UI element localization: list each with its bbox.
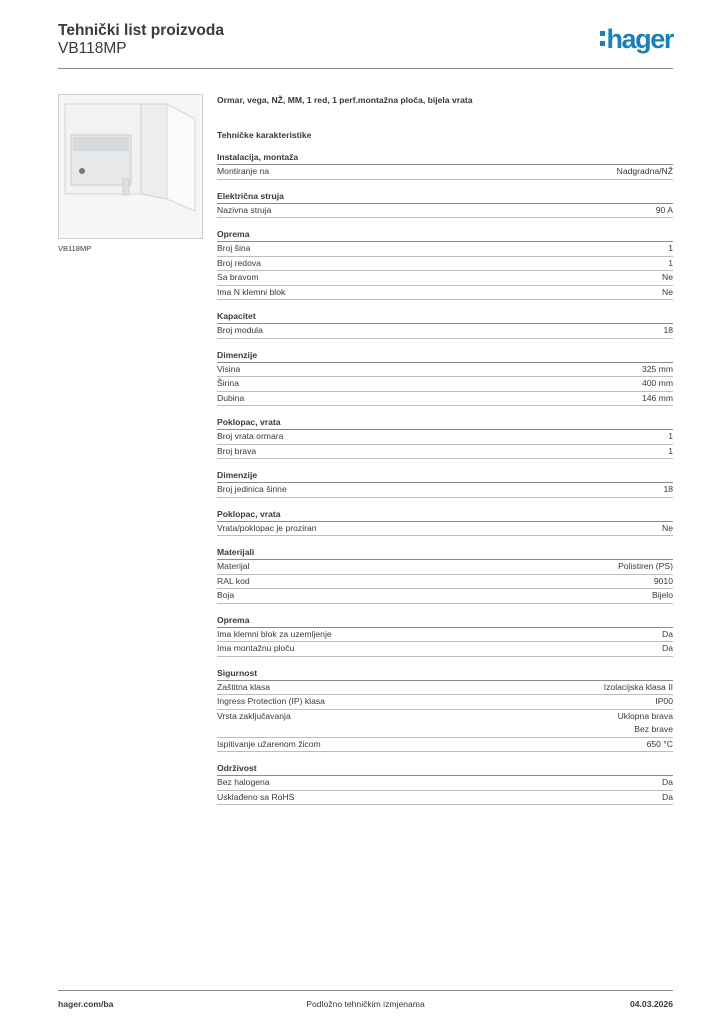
spec-value-line: Da [662,643,673,653]
spec-row [217,710,673,738]
spec-value-line: Nadgradna/NŽ [616,166,673,176]
spec-value [642,392,673,406]
spec-value-line: IP00 [655,696,673,706]
spec-value [656,204,673,218]
spec-label: Visina [217,363,241,374]
spec-label: Broj modula [217,325,263,335]
spec-value-line: 1 [668,243,673,253]
spec-value [662,628,673,642]
footer-website: hager.com/ba [58,999,114,1009]
product-image [58,94,203,239]
spec-group [217,151,673,180]
spec-value-line: Izolacijska klasa II [603,681,673,692]
spec-value-line: Ne [662,272,673,282]
spec-row [217,681,673,696]
spec-value-line: Da [662,777,673,787]
spec-label: Broj jedinica širine [217,484,287,494]
spec-row [217,324,673,339]
spec-group [217,310,673,339]
spec-label: Broj vrata ormara [217,431,284,441]
spec-label: Dubina [217,392,245,403]
spec-value [663,324,673,338]
spec-value [662,642,673,656]
product-description: Ormar, vega, NŽ, MM, 1 red, 1 perf.montažna ploča, bijela vrata [217,95,473,105]
document-header [58,20,673,69]
spec-row [217,392,673,407]
spec-groups [217,151,673,805]
spec-label: Montiranje na [217,166,270,176]
spec-row [217,791,673,806]
spec-label: Boja [217,590,235,600]
spec-group [217,762,673,805]
spec-label: Ima N klemni blok [217,286,286,297]
spec-group-title: Sigurnost [217,667,673,681]
spec-value [668,242,673,256]
spec-group-title: Poklopac, vrata [217,416,673,430]
spec-label: Zaštitna klasa [217,681,271,692]
spec-value-line: 146 mm [641,392,673,403]
spec-row [217,589,673,604]
spec-group-title: Dimenzije [217,469,673,483]
spec-value [662,286,673,300]
spec-value [662,791,673,805]
spec-value-line: Da [662,628,673,639]
spec-label: Širina [217,378,239,388]
spec-value [662,522,673,536]
spec-value [617,165,673,179]
spec-row [217,522,673,537]
spec-group [217,508,673,537]
spec-group-title: Kapacitet [217,310,673,324]
spec-row [217,377,673,392]
spec-value [662,271,673,285]
spec-label: Ispitivanje užarenom žicom [217,738,321,749]
spec-row [217,165,673,180]
spec-value-line: Ne [662,522,673,533]
section-title: Tehničke karakteristike [217,130,312,140]
spec-label: Ima klemni blok za uzemljenje [217,628,332,639]
spec-label: RAL kod [217,575,250,586]
spec-group-title: Oprema [217,228,673,242]
spec-label: Usklađeno sa RoHS [217,791,295,802]
spec-value-line: Ne [662,286,673,297]
document-footer [58,990,673,1011]
spec-value-line: Polistiren (PS) [618,561,673,571]
spec-value-line: Da [662,791,673,802]
spec-group [217,667,673,753]
spec-value-line: 650 °C [646,738,673,749]
spec-label: Ingress Protection (IP) klasa [217,696,325,706]
spec-value [668,430,673,444]
spec-value-line: Uklopna brava [617,710,673,721]
enclosure-illustration [59,95,202,238]
spec-group [217,469,673,498]
spec-value [668,445,673,459]
spec-value-line: Bez brave [634,724,673,734]
spec-content [217,93,673,815]
spec-value-line: 325 mm [641,363,673,374]
spec-row [217,445,673,460]
spec-value-line: Bijelo [651,590,673,600]
spec-label: Vrata/poklopac je proziran [217,522,317,533]
spec-value-line: 1 [668,431,673,441]
spec-label: Sa bravom [217,272,259,282]
spec-row [217,560,673,575]
footer-notice: Podložno tehničkim izmjenama [306,999,425,1009]
spec-label: Vrsta zaključavanja [217,710,291,721]
spec-label: Ima montažnu ploču [217,643,295,653]
spec-label: Broj brava [217,445,257,456]
spec-row [217,738,673,753]
spec-group [217,190,673,219]
spec-value [655,695,673,709]
spec-row [217,628,673,643]
spec-value-line: 18 [663,325,673,335]
spec-group [217,349,673,407]
spec-row [217,204,673,219]
spec-group-title: Dimenzije [217,349,673,363]
spec-row [217,286,673,301]
spec-group [217,546,673,604]
spec-value [604,681,673,695]
spec-row [217,695,673,710]
spec-label: Broj šina [217,243,251,253]
spec-row [217,776,673,791]
spec-value-line: 90 A [655,204,673,215]
spec-label: Bez halogena [217,777,270,787]
spec-row [217,575,673,590]
spec-value-line: 1 [668,257,673,268]
document-title: Tehnički list proizvoda [58,22,224,39]
spec-group [217,228,673,300]
spec-row [217,430,673,445]
spec-value-line: 400 mm [641,378,673,388]
footer-date: 04.03.2026 [629,999,673,1009]
spec-value-line: 1 [668,445,673,456]
spec-row [217,257,673,272]
spec-value [618,560,673,574]
spec-value [642,363,673,377]
spec-row [217,363,673,378]
spec-label: Nazivna struja [217,204,272,215]
hager-logo [600,24,673,55]
spec-group [217,416,673,459]
spec-value [642,377,673,391]
spec-value [654,575,673,589]
spec-value-line: 9010 [653,575,673,586]
image-caption: VB118MP [58,244,92,253]
spec-group-title: Instalacija, montaža [217,151,673,165]
spec-value [662,776,673,790]
spec-group-title: Održivost [217,762,673,776]
spec-value [618,710,673,737]
spec-value [668,257,673,271]
spec-label: Broj redova [217,257,261,268]
spec-group-title: Materijali [217,546,673,560]
spec-row [217,483,673,498]
spec-label: Materijal [217,561,250,571]
logo-text: hager [606,24,673,54]
spec-value-line: 18 [663,484,673,494]
spec-value [647,738,673,752]
spec-row [217,642,673,657]
spec-row [217,271,673,286]
product-code: VB118MP [58,40,127,57]
spec-row [217,242,673,257]
spec-value [663,483,673,497]
spec-value [652,589,673,603]
spec-group-title: Poklopac, vrata [217,508,673,522]
logo-dots-icon [600,31,605,46]
spec-group [217,614,673,657]
spec-group-title: Električna struja [217,190,673,204]
spec-group-title: Oprema [217,614,673,628]
